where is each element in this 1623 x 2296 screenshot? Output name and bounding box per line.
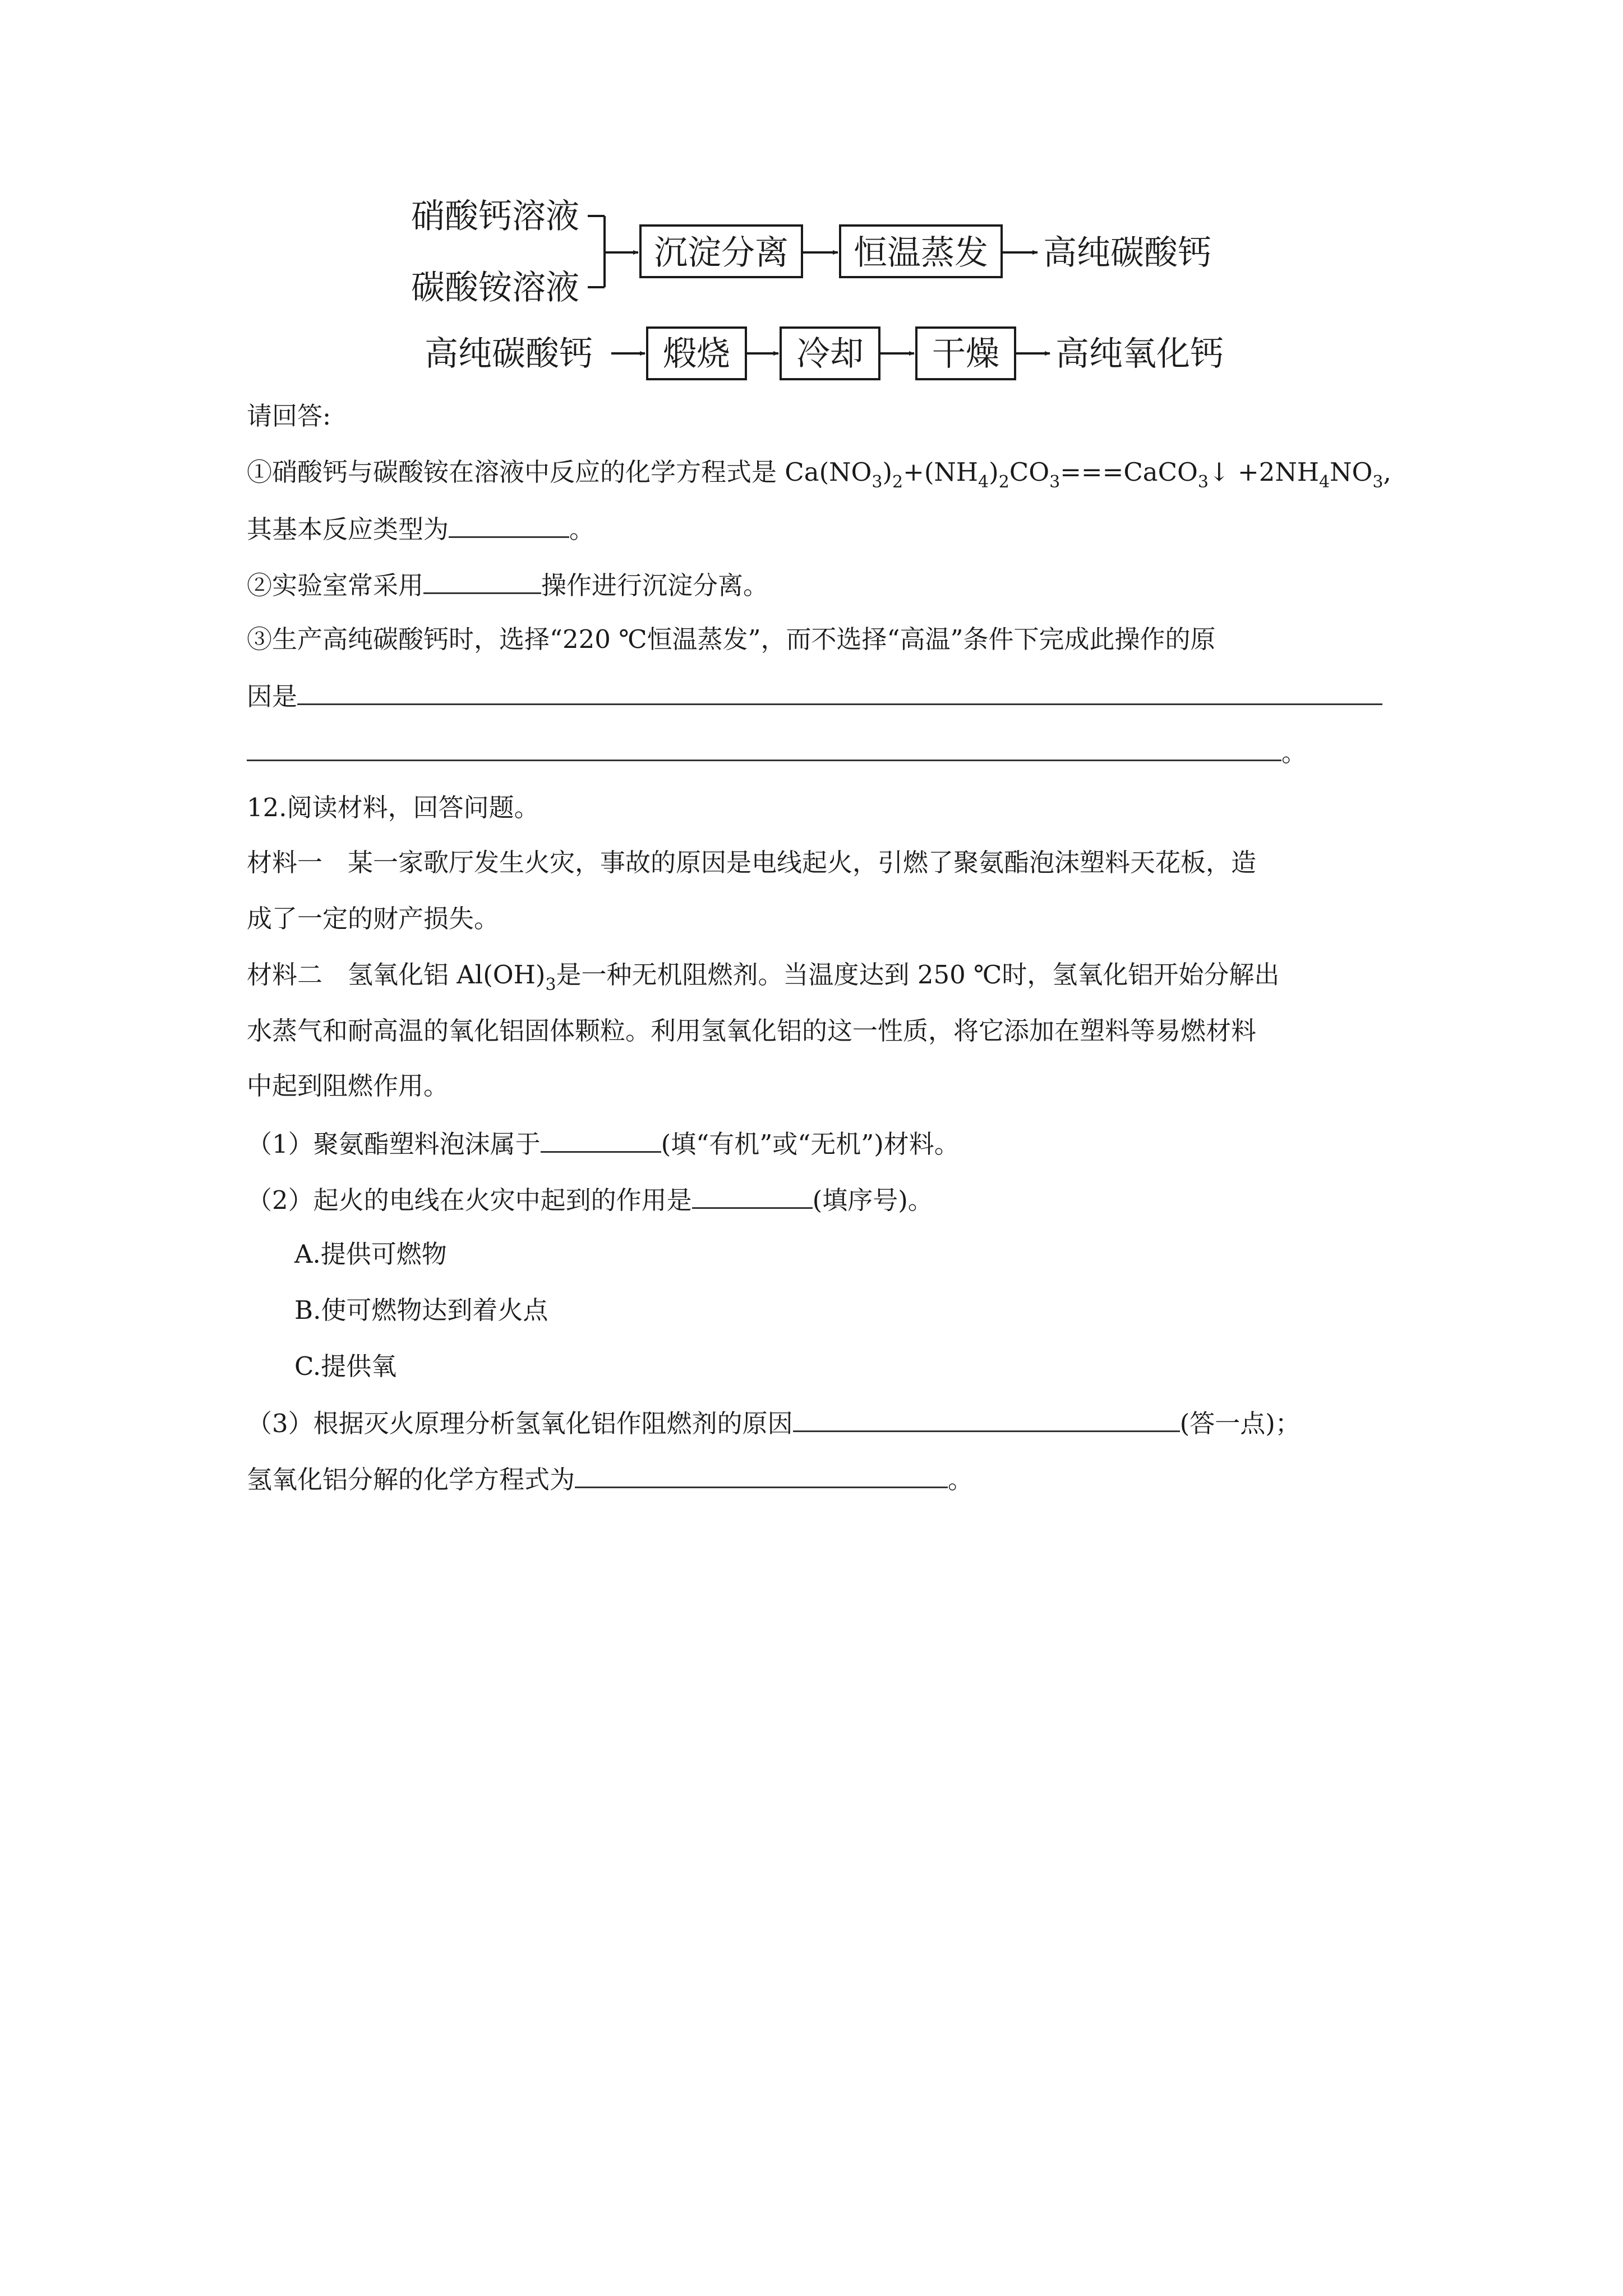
answer-blank[interactable] (793, 1405, 1180, 1432)
q12-title: 12.阅读材料，回答问题。 (247, 793, 540, 822)
option-b: B.使可燃物达到着火点 (294, 1295, 548, 1325)
answer-blank[interactable] (247, 734, 1281, 761)
q11-part1-reaction-type: 其基本反应类型为 。 (247, 510, 594, 546)
q11-part1-equation-line: ①硝酸钙与碳酸铵在溶液中反应的化学方程式是 $Ca(NO_3)_2+(NH_4)_2CO_3===CaCO_3↓ +2NH_4NO_3$, (247, 457, 1391, 492)
q12-material2-line1: 材料二 氢氧化铝 $Al(OH)_3$是一种无机阻燃剂。当温度达到 250 ℃时，氢氧化铝开始分解出 (247, 960, 1280, 995)
q12-material1-line1: 材料一 某一家歌厅发生火灾，事故的原因是电线起火，引燃了聚氨酯泡沫塑料天花板，造 (247, 848, 1257, 877)
q12-subquestion-1: （1）聚氨酯塑料泡沫属于 (填“有机”或“无机”)材料。 (247, 1125, 960, 1161)
answer-blank[interactable] (423, 567, 541, 594)
flow-output-calcium-carbonate: 高纯碳酸钙 (1043, 233, 1211, 273)
flow-output-calcium-oxide: 高纯氧化钙 (1055, 334, 1224, 374)
q11-part3-line2: 因是 (247, 678, 1382, 714)
flow-step-label: 恒温蒸发 (854, 233, 988, 273)
answer-blank[interactable] (541, 1125, 661, 1153)
flow-input-calcium-nitrate: 硝酸钙溶液 (411, 197, 579, 236)
answer-blank[interactable] (297, 678, 1382, 705)
flow-step-label: 冷却 (796, 334, 864, 374)
q11-part3-line3: 。 (247, 734, 1307, 770)
flow-step-label: 沉淀分离 (654, 233, 789, 273)
q11-part2: ②实验室常采用 操作进行沉淀分离。 (247, 567, 768, 602)
q12-material2-line3: 中起到阻燃作用。 (247, 1071, 449, 1101)
q12-subquestion-2: （2）起火的电线在火灾中起到的作用是 (填序号)。 (247, 1181, 933, 1217)
process-flowchart (0, 0, 1623, 393)
q12-material2-line2: 水蒸气和耐高温的氧化铝固体颗粒。利用氢氧化铝的这一性质，将它添加在塑料等易燃材料 (247, 1016, 1257, 1046)
q12-subquestion-3-equation: 氢氧化铝分解的化学方程式为 。 (247, 1461, 973, 1497)
flow-step-label: 煅烧 (663, 334, 730, 374)
flow-input-calcium-carbonate: 高纯碳酸钙 (425, 334, 593, 374)
answer-blank[interactable] (575, 1461, 948, 1488)
q11-prompt: 请回答: (247, 401, 331, 431)
answer-blank[interactable] (692, 1181, 813, 1209)
option-a: A.提供可燃物 (294, 1239, 447, 1269)
flow-step-label: 干燥 (932, 334, 999, 374)
q12-subquestion-3: （3）根据灭火原理分析氢氧化铝作阻燃剂的原因 (答一点)； (247, 1405, 1301, 1441)
flow-input-ammonium-carbonate: 碳酸铵溶液 (411, 268, 579, 307)
q11-part3-line1: ③生产高纯碳酸钙时，选择“220 ℃恒温蒸发”，而不选择“高温”条件下完成此操作的原 (247, 624, 1216, 654)
q12-material1-line2: 成了一定的财产损失。 (247, 904, 500, 933)
answer-blank[interactable] (449, 510, 569, 538)
option-c: C.提供氧 (294, 1351, 397, 1381)
